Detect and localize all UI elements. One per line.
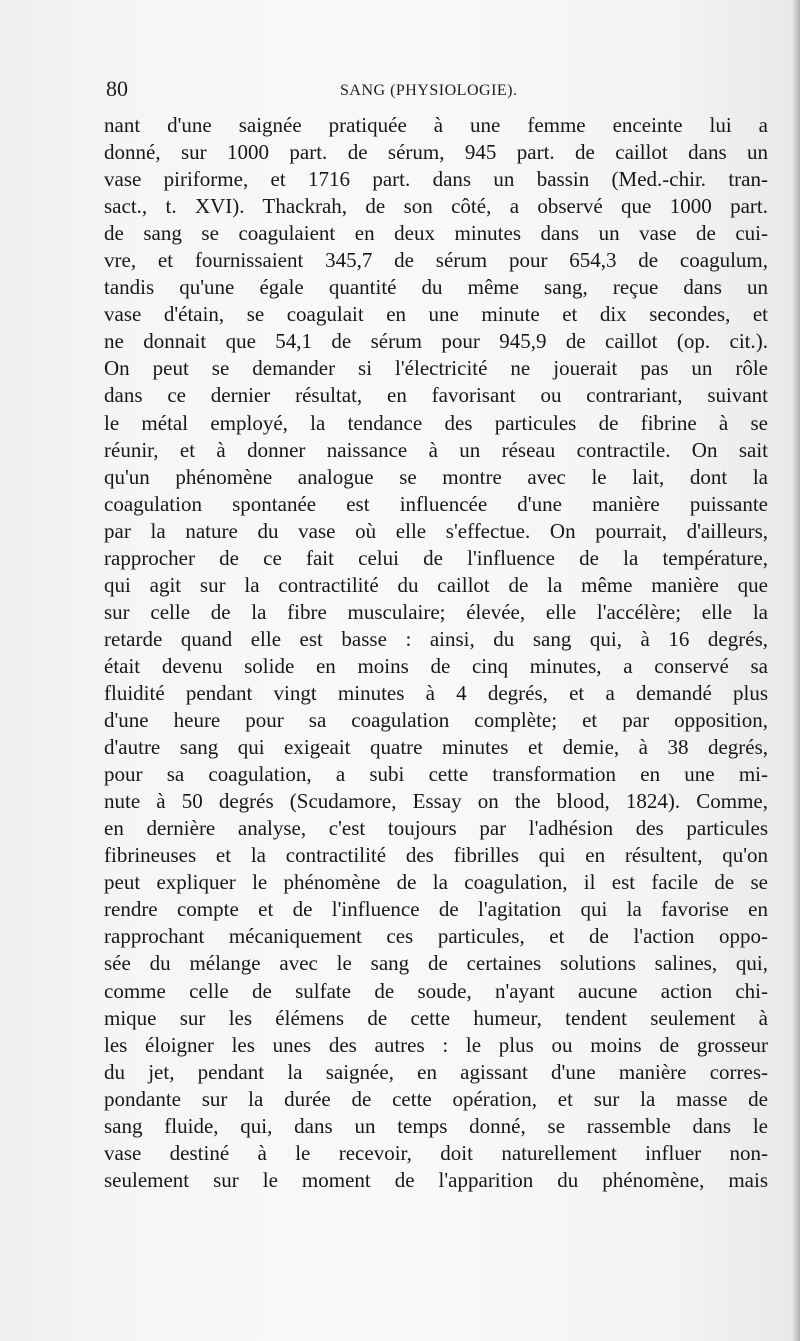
text-line: ne donnait que 54,1 de sérum pour 945,9 de caillot (op. cit.). bbox=[104, 329, 768, 354]
text-line: sur celle de la fibre musculaire; élevée, elle l'accélère; elle la bbox=[104, 599, 768, 624]
text-line: tandis qu'une égale quantité du même sang, reçue dans un bbox=[104, 275, 768, 300]
text-line: nute à 50 degrés (Scudamore, Essay on the blood, 1824). Comme, bbox=[104, 789, 768, 814]
text-line: rapprochant mécaniquement ces particules, et de l'action oppo- bbox=[104, 924, 768, 949]
text-line: sact., t. XVI). Thackrah, de son côté, a observé que 1000 part. bbox=[104, 194, 768, 219]
text-line: On peut se demander si l'électricité ne jouerait pas un rôle bbox=[104, 356, 768, 381]
text-line: vre, et fournissaient 345,7 de sérum pour 654,3 de coagulum, bbox=[104, 248, 768, 273]
text-line: était devenu solide en moins de cinq minutes, a conservé sa bbox=[104, 653, 768, 678]
text-line: nant d'une saignée pratiquée à une femme enceinte lui a bbox=[104, 113, 768, 137]
text-line: donné, sur 1000 part. de sérum, 945 part. de caillot dans un bbox=[104, 140, 768, 165]
text-line: mique sur les élémens de cette humeur, tendent seulement à bbox=[104, 1005, 768, 1030]
text-line: du jet, pendant la saignée, en agissant d'une manière corres- bbox=[104, 1059, 768, 1084]
text-line: seulement sur le moment de l'apparition du phénomène, mais bbox=[104, 1167, 768, 1192]
text-line: sang fluide, qui, dans un temps donné, se rassemble dans le bbox=[104, 1113, 768, 1138]
text-line: qui agit sur la contractilité du caillot de la même manière que bbox=[104, 572, 768, 597]
text-line: comme celle de sulfate de soude, n'ayant aucune action chi- bbox=[104, 978, 768, 1003]
body-text bbox=[104, 112, 768, 1194]
running-head: SANG (PHYSIOLOGIE). bbox=[340, 82, 518, 99]
text-line: peut expliquer le phénomène de la coagulation, il est facile de se bbox=[104, 870, 768, 895]
text-line: rendre compte et de l'influence de l'agitation qui la favorise en bbox=[104, 897, 768, 922]
text-line: rapprocher de ce fait celui de l'influence de la température, bbox=[104, 545, 768, 570]
text-line: par la nature du vase où elle s'effectue. On pourrait, d'ailleurs, bbox=[104, 518, 768, 543]
text-line: pour sa coagulation, a subi cette transformation en une mi- bbox=[104, 762, 768, 787]
text-line: sée du mélange avec le sang de certaines solutions salines, qui, bbox=[104, 951, 768, 976]
text-line: de sang se coagulaient en deux minutes dans un vase de cui- bbox=[104, 221, 768, 246]
text-line: vase destiné à le recevoir, doit naturellement influer non- bbox=[104, 1140, 768, 1165]
page-edge-shadow bbox=[792, 0, 800, 1341]
text-line: réunir, et à donner naissance à un réseau contractile. On sait bbox=[104, 437, 768, 462]
text-line: coagulation spontanée est influencée d'une manière puissante bbox=[104, 491, 768, 516]
text-line: d'une heure pour sa coagulation complète; et par opposition, bbox=[104, 708, 768, 733]
text-line: pondante sur la durée de cette opération, et sur la masse de bbox=[104, 1086, 768, 1111]
page-number: 80 bbox=[106, 76, 128, 101]
text-line: vase d'étain, se coagulait en une minute et dix secondes, et bbox=[104, 302, 768, 327]
text-line: d'autre sang qui exigeait quatre minutes et demie, à 38 degrés, bbox=[104, 735, 768, 760]
text-line: le métal employé, la tendance des particules de fibrine à se bbox=[104, 410, 768, 435]
text-line: dans ce dernier résultat, en favorisant ou contrariant, suivant bbox=[104, 383, 768, 408]
text-line: vase piriforme, et 1716 part. dans un bassin (Med.-chir. tran- bbox=[104, 167, 768, 192]
text-line: retarde quand elle est basse : ainsi, du sang qui, à 16 degrés, bbox=[104, 626, 768, 651]
text-line: fluidité pendant vingt minutes à 4 degrés, et a demandé plus bbox=[104, 680, 768, 705]
text-line: fibrineuses et la contractilité des fibrilles qui en résultent, qu'on bbox=[104, 843, 768, 868]
text-line: en dernière analyse, c'est toujours par l'adhésion des particules bbox=[104, 816, 768, 841]
text-line: qu'un phénomène analogue se montre avec le lait, dont la bbox=[104, 464, 768, 489]
text-line: les éloigner les unes des autres : le plus ou moins de grosseur bbox=[104, 1032, 768, 1057]
page-header bbox=[106, 76, 768, 106]
